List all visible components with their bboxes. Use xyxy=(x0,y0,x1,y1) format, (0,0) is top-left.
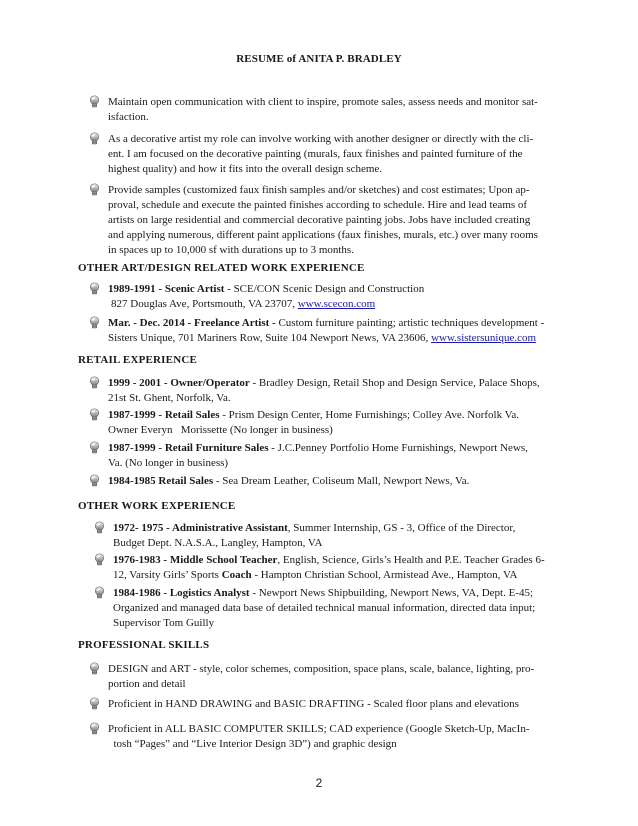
website-link[interactable]: www.scecon.com xyxy=(297,298,376,310)
bullet-text: Provide samples (customized faux finish samples and/or sketches) and cost estimates; Upon ap- xyxy=(108,184,530,196)
item-detail: - Bradley Design, Retail Shop and Design Service, Palace Shops, xyxy=(249,377,540,389)
intro-bullet-3 xyxy=(108,183,558,258)
item-detail: - Sea Dream Leather, Coliseum Mall, Newport News, Va. xyxy=(213,475,470,487)
work-item-1 xyxy=(113,521,573,551)
item-title: 1987-1999 - Retail Furniture Sales xyxy=(108,442,269,454)
bullet-icon xyxy=(88,722,101,735)
section-heading-retail: RETAIL EXPERIENCE xyxy=(78,354,198,366)
item-title: 1999 - 2001 - Owner/Operator xyxy=(108,377,250,389)
bullet-text: isfaction. xyxy=(108,111,149,123)
bullet-icon xyxy=(88,441,101,454)
item-detail: Organized and managed data base of detailed technical manual information, directed data input; xyxy=(113,602,536,614)
skill-text: DESIGN and ART - style, color schemes, composition, space plans, scale, balance, lighting, pro- xyxy=(108,663,535,675)
section-heading-other-work: OTHER WORK EXPERIENCE xyxy=(78,500,236,512)
retail-item-4 xyxy=(108,474,578,489)
item-detail: - Prism Design Center, Home Furnishings; Colley Ave. Norfolk Va. xyxy=(219,409,520,421)
item-detail: 21st St. Ghent, Norfolk, Va. xyxy=(108,392,231,404)
bullet-icon xyxy=(88,316,101,329)
item-title: 1984-1985 Retail Sales xyxy=(108,475,214,487)
item-detail: 12, Varsity Girls’ Sports xyxy=(113,569,222,581)
item-role: Coach xyxy=(221,569,252,581)
retail-item-1 xyxy=(108,376,578,406)
item-title: Mar. - Dec. 2014 - Freelance Artist - xyxy=(108,317,276,329)
work-item-2 xyxy=(113,553,573,583)
bullet-icon xyxy=(88,95,101,108)
bullet-icon xyxy=(88,662,101,675)
item-title: 1984-1986 - Logistics Analyst xyxy=(113,587,250,599)
bullet-icon xyxy=(88,183,101,196)
retail-item-3 xyxy=(108,441,578,471)
item-detail: Budget Dept. N.A.S.A., Langley, Hampton, VA xyxy=(113,537,323,549)
skill-item-2 xyxy=(108,697,568,712)
page-title: RESUME of ANITA P. BRADLEY xyxy=(236,53,402,65)
work-item-3 xyxy=(113,586,573,631)
item-detail: - Hampton Christian School, Armistead Ave., Hampton, VA xyxy=(251,569,518,581)
skill-text: Proficient in HAND DRAWING and BASIC DRAFTING - Scaled floor plans and elevations xyxy=(108,698,519,710)
item-detail: - SCE/CON Scenic Design and Construction xyxy=(224,283,425,295)
item-address: Sisters Unique, 701 Mariners Row, Suite 104 Newport News, VA 23606, xyxy=(108,332,432,344)
item-title: 1976-1983 - Middle School Teacher xyxy=(113,554,278,566)
item-detail: , English, Science, Girls’s Health and P.E. Teacher Grades 6- xyxy=(277,554,545,566)
page-number: 2 xyxy=(315,776,323,790)
bullet-text: proval, schedule and execute the painted finishes according to schedule. Hire and lead teams of xyxy=(108,199,528,211)
bullet-icon xyxy=(93,586,106,599)
section-heading-skills: PROFESSIONAL SKILLS xyxy=(78,639,210,651)
item-detail: Owner Everyn Morissette (No longer in business) xyxy=(108,424,333,436)
bullet-icon xyxy=(88,282,101,295)
item-title: 1972- 1975 - Administrative Assistant xyxy=(113,522,288,534)
item-detail: Custom furniture painting; artistic techniques development - xyxy=(275,317,545,329)
item-title: 1989-1991 - Scenic Artist xyxy=(108,283,225,295)
item-detail: - Newport News Shipbuilding, Newport News, VA, Dept. E-45; xyxy=(249,587,534,599)
website-link[interactable]: www.sistersunique.com xyxy=(431,332,537,344)
bullet-text: and applying numerous, different paint applications (faux finishes, murals, etc.) over many rooms xyxy=(108,229,538,241)
intro-bullet-1 xyxy=(108,95,558,125)
bullet-text: As a decorative artist my role can involve working with another designer or directly with the cli- xyxy=(108,133,534,145)
bullet-text: Maintain open communication with client to inspire, promote sales, assess needs and monitor sat- xyxy=(108,96,538,108)
item-title: 1987-1999 - Retail Sales xyxy=(108,409,220,421)
bullet-text: in spaces up to 10,000 sf with durations up to 3 months. xyxy=(108,244,354,256)
bullet-icon xyxy=(88,408,101,421)
skill-text: portion and detail xyxy=(108,678,186,690)
intro-bullet-2 xyxy=(108,132,558,177)
art-item-1 xyxy=(108,282,558,312)
item-detail: - J.C.Penney Portfolio Home Furnishings, Newport News, xyxy=(268,442,528,454)
bullet-text: highest quality) and how it fits into the overall design scheme. xyxy=(108,163,383,175)
retail-item-2 xyxy=(108,408,578,438)
skill-item-1 xyxy=(108,662,568,692)
item-detail: Supervisor Tom Guilly xyxy=(113,617,215,629)
section-heading-other-art: OTHER ART/DESIGN RELATED WORK EXPERIENCE xyxy=(78,262,365,274)
item-address: 827 Douglas Ave, Portsmouth, VA 23707, xyxy=(111,298,298,310)
item-detail: Va. (No longer in business) xyxy=(108,457,229,469)
bullet-icon xyxy=(88,132,101,145)
bullet-text: ent. I am focused on the decorative painting (murals, faux finishes and painted furniture of the xyxy=(108,148,523,160)
bullet-icon xyxy=(88,697,101,710)
item-detail: , Summer Internship, GS - 3, Office of the Director, xyxy=(287,522,516,534)
art-item-2 xyxy=(108,316,578,346)
bullet-icon xyxy=(93,553,106,566)
bullet-icon xyxy=(88,474,101,487)
skill-text: Proficient in ALL BASIC COMPUTER SKILLS; CAD experience (Google Sketch-Up, MacIn- xyxy=(108,723,530,735)
bullet-icon xyxy=(93,521,106,534)
skill-item-3 xyxy=(108,722,568,752)
bullet-icon xyxy=(88,376,101,389)
bullet-text: artists on large residential and commercial decorative painting jobs. Jobs have included creating xyxy=(108,214,531,226)
skill-text: tosh “Pages” and “Live Interior Design 3D”) and graphic design xyxy=(108,738,397,750)
